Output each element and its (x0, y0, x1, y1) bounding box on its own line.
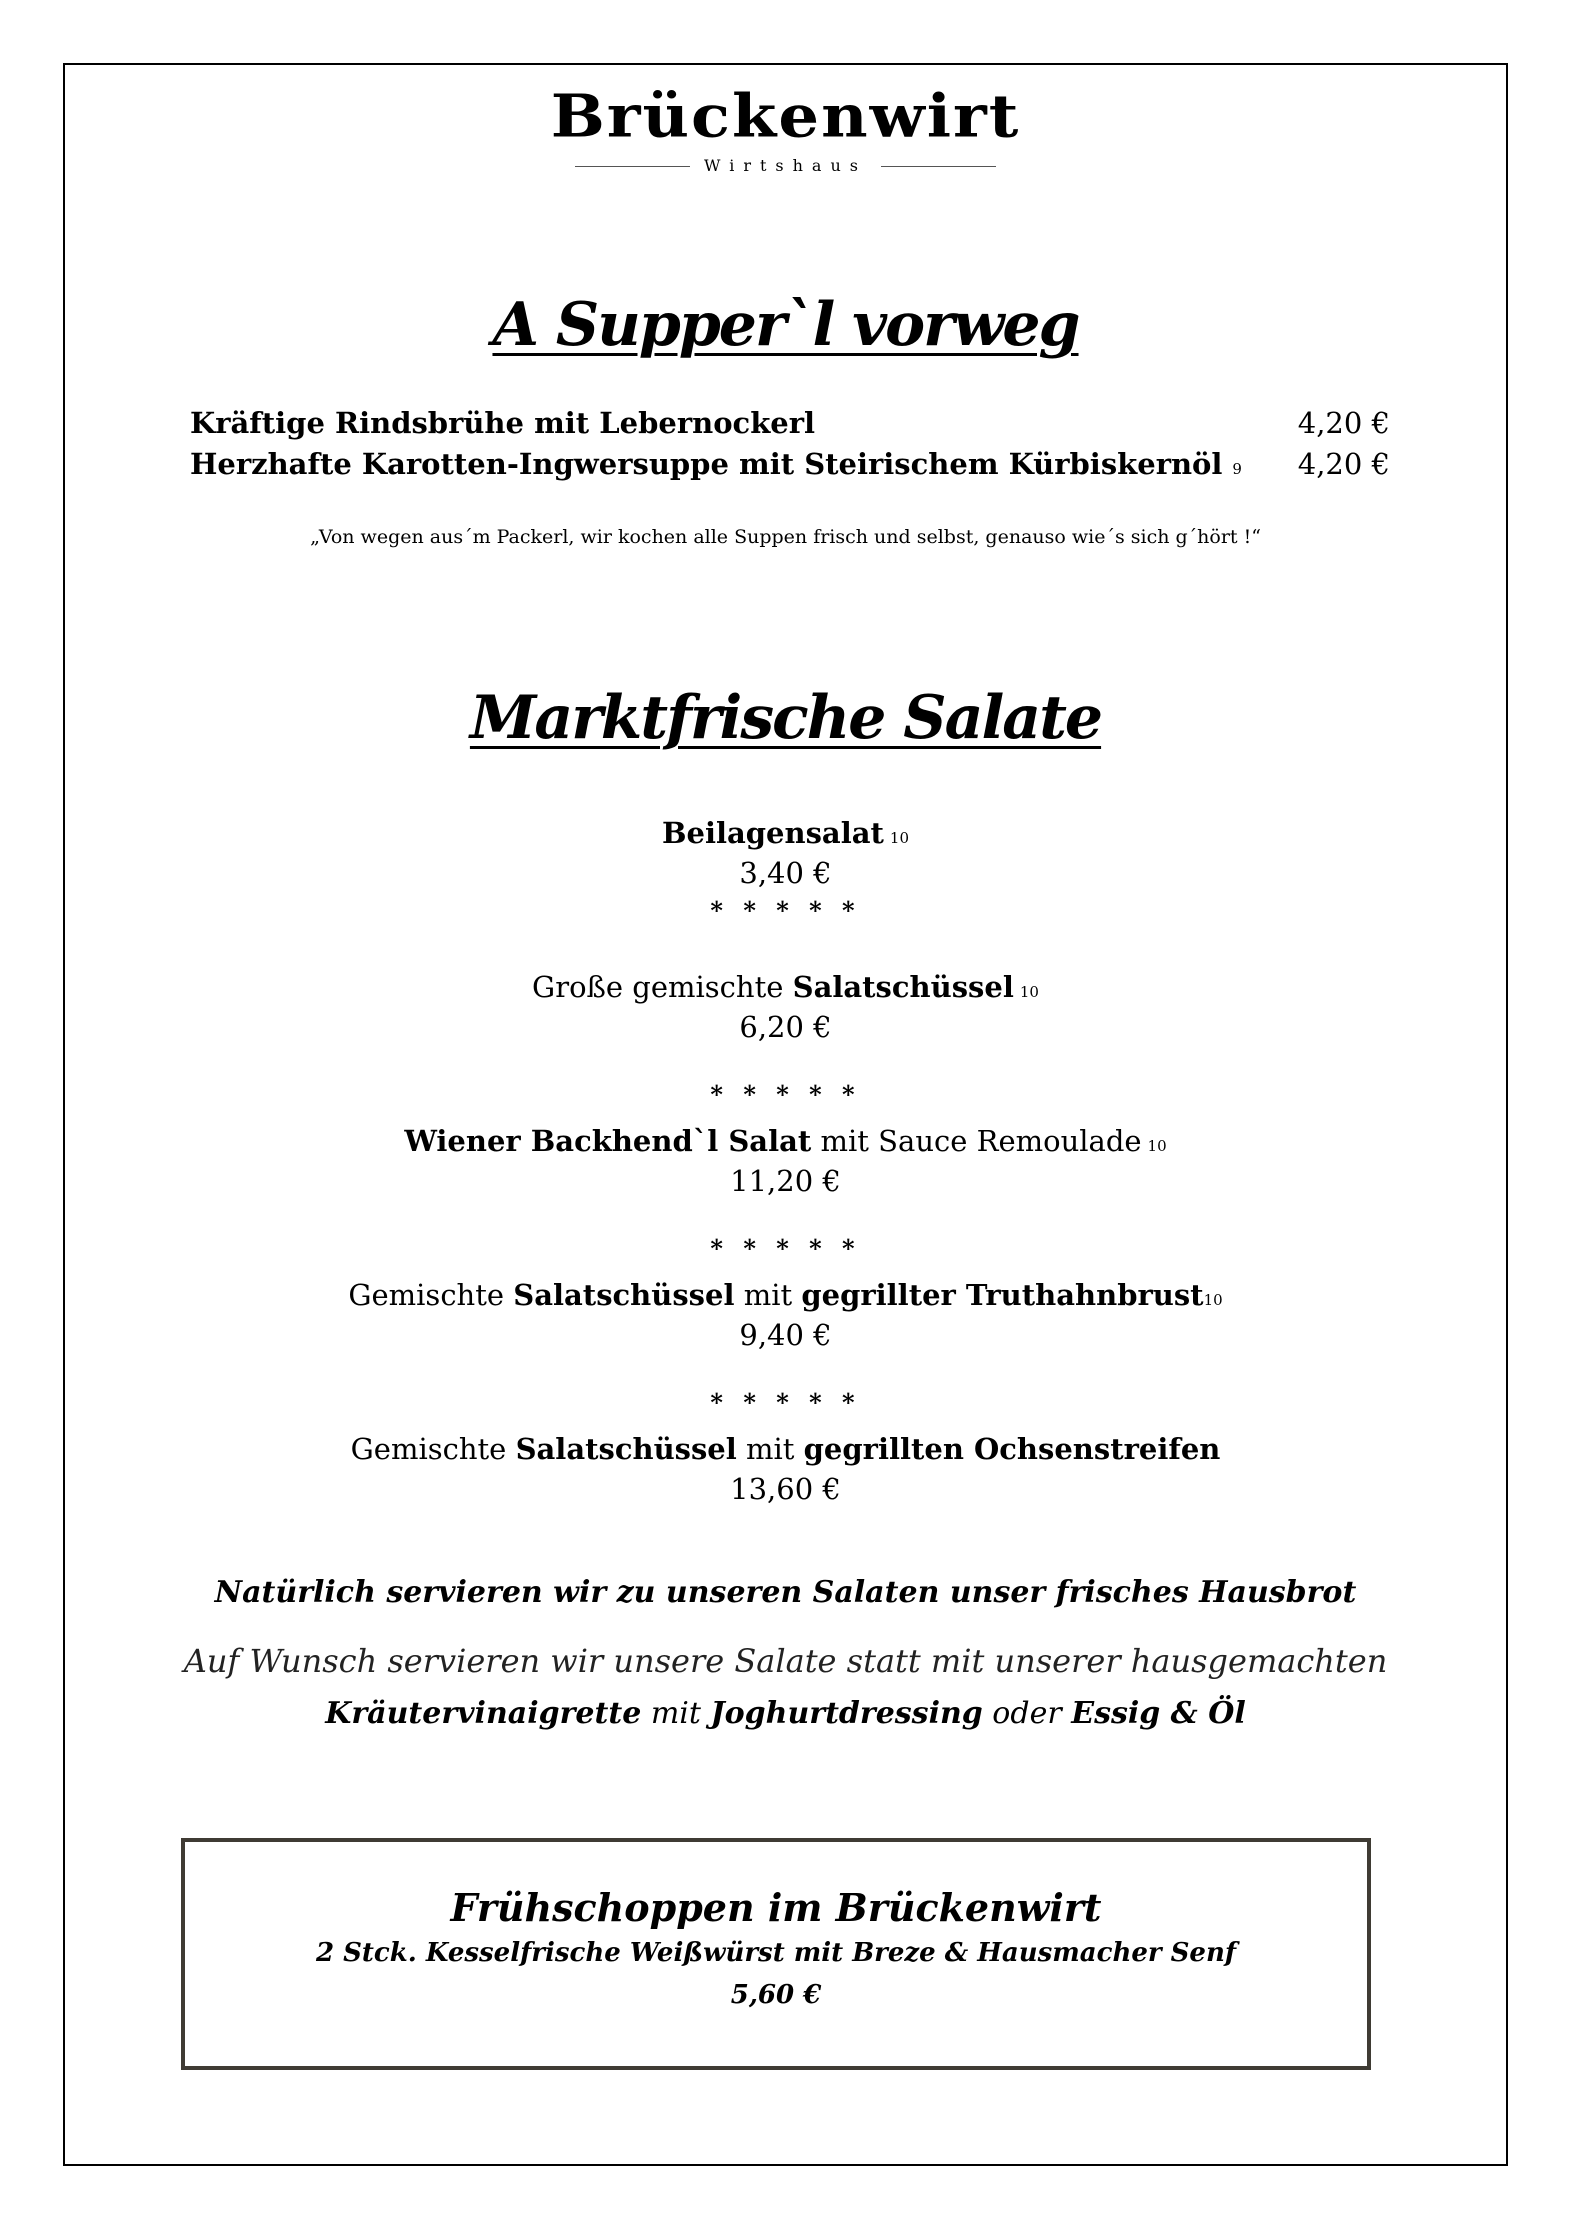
dressing-connector: oder (982, 1696, 1072, 1731)
bread-note: Natürlich servieren wir zu unseren Salaten unser frisches Hausbrot (214, 1575, 1357, 1610)
dressing-option: Kräutervinaigrette (325, 1696, 642, 1731)
salad-bold: Wiener Backhend`l Salat (404, 1124, 812, 1158)
salad-item-name (63, 1428, 1508, 1470)
salad-text: Große gemischte (532, 970, 793, 1004)
soups-heading: A Supper`l vorweg (492, 290, 1079, 360)
soup-quote: „Von wegen aus´m Packerl, wir kochen alle Suppen frisch und selbst, genauso wie´s sich g´hört !“ (310, 526, 1261, 548)
salad-text: mit (736, 1432, 804, 1466)
salad-price: 3,40 € (739, 856, 832, 890)
salad-note: 10 (1203, 1291, 1223, 1309)
soup-name: Kräftige Rindsbrühe mit Lebernockerl (190, 406, 816, 440)
soup-item (190, 444, 1390, 484)
logo-subtitle: Wirtshaus (704, 156, 867, 175)
salad-text: Gemischte (350, 1432, 516, 1466)
salad-note: 10 (1019, 983, 1039, 1001)
soup-price: 4,20 € (1297, 406, 1390, 440)
soup-name: Herzhafte Karotten-Ingwersuppe mit Steirischem Kürbiskernöl (190, 447, 1223, 481)
salad-text: Gemischte (348, 1278, 514, 1312)
salad-bold: Salatschüssel (515, 1432, 737, 1466)
dressing-connector: mit (641, 1696, 711, 1731)
special-price: 5,60 € (730, 1980, 822, 2010)
salad-note: 10 (1147, 1137, 1167, 1155)
separator: * * * * * (710, 1080, 861, 1109)
salad-price: 9,40 € (739, 1318, 832, 1352)
salad-text: mit Sauce Remoulade (811, 1124, 1142, 1158)
salad-bold: gegrillten Ochsenstreifen (803, 1432, 1221, 1466)
separator: * * * * * (710, 1388, 861, 1417)
logo-subtitle-row (0, 156, 1571, 176)
dressing-option: Joghurtdressing (710, 1696, 983, 1731)
salad-bold: gegrillter Truthahnbrust (801, 1278, 1204, 1312)
soup-note: 9 (1232, 460, 1242, 478)
salad-bold: Salatschüssel (513, 1278, 735, 1312)
salad-bold: Beilagensalat (661, 816, 884, 850)
dressing-option: Essig & Öl (1071, 1696, 1246, 1731)
separator: * * * * * (710, 896, 861, 925)
salad-price: 13,60 € (730, 1472, 841, 1506)
soup-price: 4,20 € (1297, 447, 1390, 481)
special-description: 2 Stck. Kesselfrische Weißwürst mit Breze & Hausmacher Senf (315, 1938, 1237, 1968)
dressing-line-1: Auf Wunsch servieren wir unsere Salate statt mit unserer hausgemachten (183, 1642, 1388, 1680)
salad-bold: Salatschüssel (792, 970, 1014, 1004)
special-box (181, 1838, 1371, 2070)
logo-rule-left (575, 166, 690, 167)
salad-text: mit (734, 1278, 802, 1312)
separator: * * * * * (710, 1234, 861, 1263)
salad-price: 11,20 € (730, 1164, 841, 1198)
salads-heading: Marktfrische Salate (469, 683, 1102, 753)
logo-name: Brückenwirt (550, 82, 1021, 152)
soup-item (190, 403, 1390, 443)
salad-price: 6,20 € (739, 1010, 832, 1044)
logo (0, 82, 1571, 176)
dressing-line-2 (63, 1692, 1508, 1736)
salad-note: 10 (889, 829, 909, 847)
logo-rule-right (881, 166, 996, 167)
special-title: Frühschoppen im Brückenwirt (450, 1885, 1102, 1930)
